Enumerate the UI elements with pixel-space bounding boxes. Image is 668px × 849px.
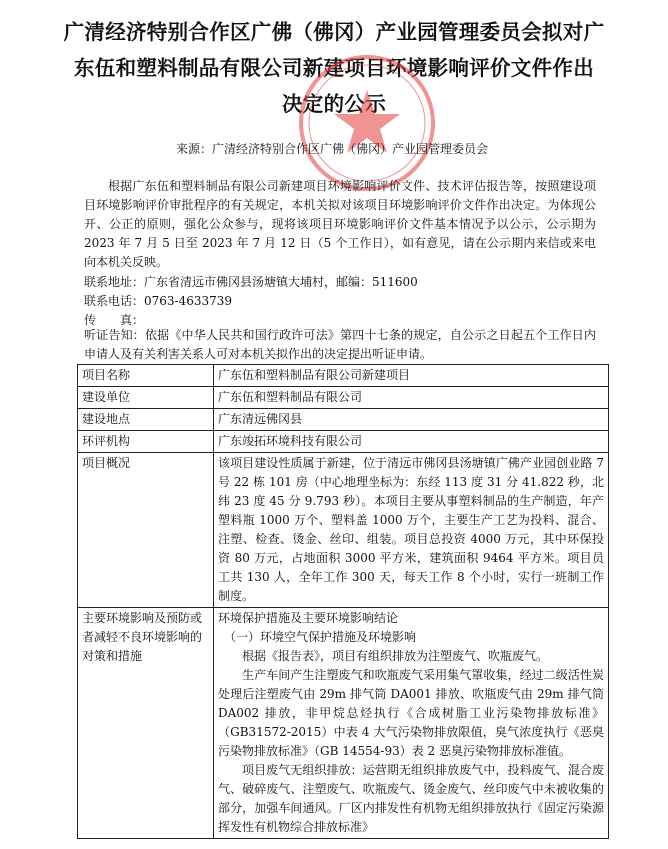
hearing-notice: 听证告知：依据《中华人民共和国行政许可法》第四十七条的规定，自公示之日起五个工作日内申请人及有关利害关系人可对本机关拟作出的决定提出听证申请。 xyxy=(84,328,596,361)
table-cell-paragraph: 生产车间产生注塑废气和吹瓶废气采用集气罩收集，经过二级活性炭处理后注塑废气由 29m 排气筒 DA001 排放、吹瓶废气由 29m 排气筒 DA002 排放，非甲烷总烃执行《合成树脂工业污染物排放标准》（GB31572-2015）中表 4 大气污染物排放限值，臭气浓度执行《恶臭污染物排放标准》（GB 14554-93）表 2 恶臭污染物排放标准值。 xyxy=(218,668,604,758)
source-line: 来源：广清经济特别合作区广佛（佛冈）产业园管理委员会 xyxy=(176,142,489,156)
intro-paragraph: 根据广东伍和塑料制品有限公司新建项目环境影响评价文件、技术评估报告等，按照建设项目环境影响评价审批程序的有关规定，本机关拟对该项目环境影响评价文件作出决定。为体现公开、公正的原则，强化公众参与，现将该项目环境影响评价文件基本情况予以公示，公示期为 2023 年 7 月 5 日至 2023 年 7 月 12 日（5 个工作日），如有意见，请在公示期内来信或来电向本机关反映。 xyxy=(84,179,596,269)
project-info-table xyxy=(77,364,609,839)
table-key-cell: 环评机构 xyxy=(78,431,214,453)
title-line-1: 广清经济特别合作区广佛（佛冈）产业园管理委员会拟对广 xyxy=(63,20,605,44)
table-value-cell xyxy=(214,453,609,608)
table-value-cell xyxy=(214,387,609,409)
table-cell-paragraph: 广东伍和塑料制品有限公司 xyxy=(218,390,363,404)
fax-line: 传 真： xyxy=(84,313,145,327)
table-row xyxy=(78,365,609,387)
title-line-2: 东伍和塑料制品有限公司新建项目环境影响评价文件作出 xyxy=(74,56,594,80)
table-key-cell: 建设单位 xyxy=(78,387,214,409)
table-value-cell xyxy=(214,431,609,453)
table-cell-paragraph: 项目废气无组织排放：运营期无组织排放废气中，投料废气、混合废气、破碎废气、注塑废气、吹瓶废气、烫金废气、丝印废气中未被收集的部分，加强车间通风。厂区内排发性有机物无组织排放执行《固定污染源挥发性有机物综合排放标准》 xyxy=(218,763,604,834)
table-row xyxy=(78,409,609,431)
table-key-cell: 项目概况 xyxy=(78,453,214,608)
table-key-cell: 建设地点 xyxy=(78,409,214,431)
table-row xyxy=(78,453,609,608)
table-cell-paragraph: 广东清远佛冈县 xyxy=(218,412,303,426)
title-line-3: 决定的公示 xyxy=(282,92,386,116)
table-cell-paragraph: （一）环境空气保护措施及环境影响 xyxy=(224,630,417,644)
contact-phone: 联系电话：0763-4633739 xyxy=(84,294,233,308)
table-cell-paragraph: 广东竣拓环境科技有限公司 xyxy=(218,434,363,448)
table-value-cell xyxy=(214,409,609,431)
table-key-cell: 主要环境影响及预防或者减轻不良环境影响的对策和措施 xyxy=(78,608,214,839)
table-row xyxy=(78,431,609,453)
table-row xyxy=(78,608,609,839)
table-cell-paragraph: 环境保护措施及主要环境影响结论 xyxy=(218,611,399,625)
table-value-cell xyxy=(214,365,609,387)
table-key-cell: 项目名称 xyxy=(78,365,214,387)
table-cell-paragraph: 该项目建设性质属于新建，位于清远市佛冈县汤塘镇广佛产业园创业路 7 号 22 栋 101 房（中心地理坐标为：东经 113 度 31 分 41.822 秒，北纬 23 度 45 分 9.793 秒）。本项目主要从事塑料制品的生产制造，年产塑料瓶 1000 万个、塑料盖 1000 万个，主要生产工艺为投料、混合、注塑、检查、烫金、丝印、组装。项目总投资 4000 万元，其中环保投资 80 万元，占地面积 3000 平方米，建筑面积 9464 平方米。项目员工共 130 人，全年工作 300 天，每天工作 8 个小时，实行一班制工作制度。 xyxy=(218,456,604,603)
table-value-cell xyxy=(214,608,609,839)
table-cell-paragraph: 广东伍和塑料制品有限公司新建项目 xyxy=(218,368,411,382)
table-row xyxy=(78,387,609,409)
table-cell-paragraph: 根据《报告表》，项目有组织排放为注塑废气、吹瓶废气。 xyxy=(242,649,549,663)
contact-address: 联系地址：广东省清远市佛冈县汤塘镇大埔村，邮编：511600 xyxy=(84,275,418,289)
official-seal-icon xyxy=(296,52,438,194)
